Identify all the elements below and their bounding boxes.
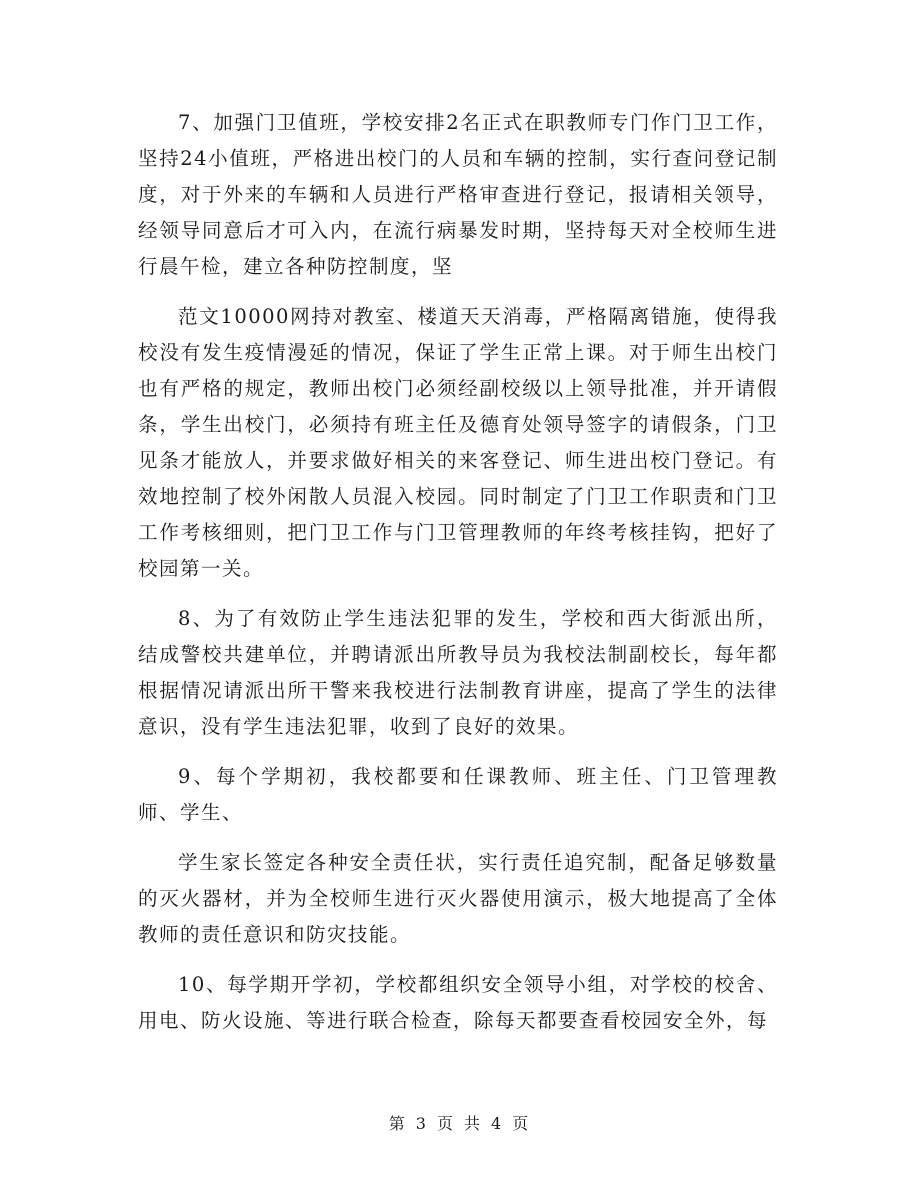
paragraph-continuation: 范文10000网持对教室、楼道天天消毒，严格隔离错施，使得我校没有发生疫情漫延的情况，保证了学生正常上课。对于师生出校门也有严格的规定，教师出校门必须经副校级以上领导批准，并开请假条，学生出校门，必须持有班主任及德育处领导签字的请假条，门卫见条才能放人，并要求做好相关的来客登记、师生进出校门登记。有效地控制了校外闲散人员混入校园。同时制定了门卫工作职责和门卫工作考核细则，把门卫工作与门卫管理教师的年终考核挂钩，把好了校园第一关。	[138, 305, 778, 580]
paragraph-item-7: 7、加强门卫值班，学校安排2名正式在职教师专门作门卫工作，坚持24小值班，严格进出校门的人员和车辆的控制，实行查问登记制度，对于外来的车辆和人员进行严格审查进行登记，报请相关领导，经领导同意后才可入内，在流行病暴发时期，坚持每天对全校师生进行晨午检，建立各种防控制度，坚	[138, 111, 778, 278]
footer-prefix: 第	[388, 1114, 408, 1133]
paragraph-item-9-continuation: 学生家长签定各种安全责任状，实行责任追究制，配备足够数量的灭火器材，并为全校师生进行灭火器使用演示，极大地提高了全体教师的责任意识和防灾技能。	[138, 851, 778, 946]
paragraph-item-8: 8、为了有效防止学生违法犯罪的发生，学校和西大街派出所，结成警校共建单位，并聘请派出所教导员为我校法制副校长，每年都根据情况请派出所干警来我校进行法制教育讲座，提高了学生的法律意识，没有学生违法犯罪，收到了良好的效果。	[138, 607, 778, 738]
footer-total-pages: 4	[491, 1114, 505, 1133]
paragraph-item-9: 9、每个学期初，我校都要和任课教师、班主任、门卫管理教师、学生、	[138, 765, 778, 824]
footer-suffix: 页	[512, 1114, 532, 1133]
paragraph-item-10: 10、每学期开学初，学校都组织安全领导小组，对学校的校舍、用电、防火设施、等进行联合检查，除每天都要查看校园安全外，每	[138, 973, 778, 1032]
page-footer	[0, 1111, 920, 1134]
footer-middle: 页 共	[436, 1114, 484, 1133]
document-body	[138, 105, 778, 1053]
footer-current-page: 3	[415, 1114, 429, 1133]
